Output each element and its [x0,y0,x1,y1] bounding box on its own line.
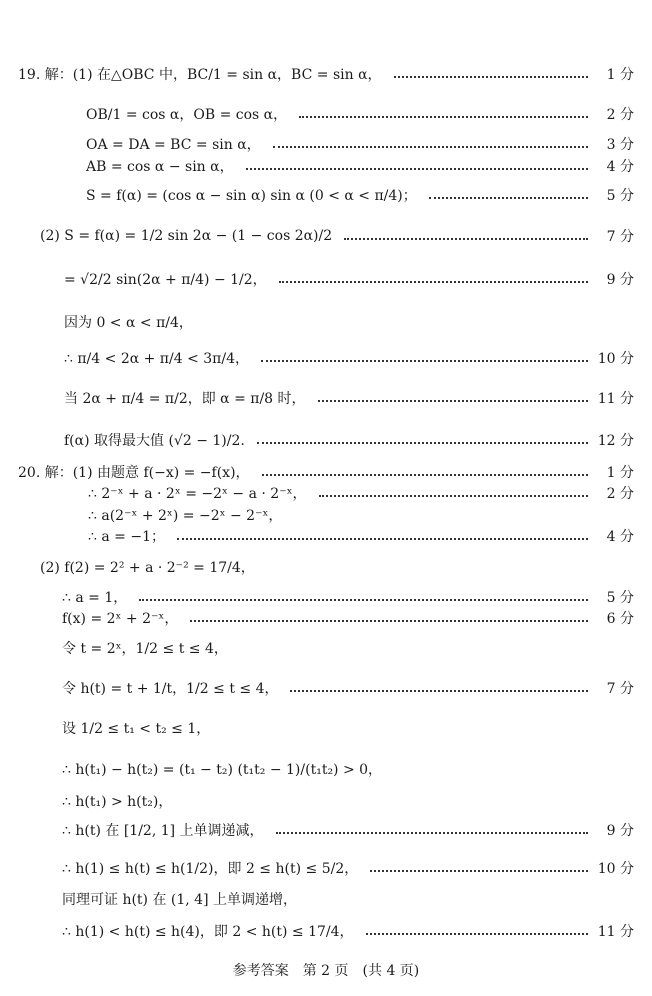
dot-leader [177,538,588,540]
dot-leader [276,832,588,834]
page-footer: 参考答案 第 2 页 (共 4 页) [232,963,420,979]
answer-line-text: ∴ h(t₁) > h(t₂)， [62,794,173,810]
answer-line [0,155,652,177]
score-label: 2 分 [606,107,634,123]
answer-line-text: ∴ 2⁻ˣ + a · 2ˣ = −2ˣ − a · 2⁻ˣ， [88,486,307,502]
score-label: 5 分 [606,188,634,204]
answer-line-text: f(α) 取得最大值 (√2 − 1)/2. [64,433,245,449]
dot-leader [257,442,588,444]
answer-line-text: ∴ π/4 < 2α + π/4 < 3π/4， [64,351,249,367]
score-label: 11 分 [597,924,634,940]
answer-line [0,758,652,780]
dot-leader [261,360,588,362]
answer-line [0,347,652,369]
answer-line [0,103,652,125]
answer-line [0,677,652,699]
answer-line [0,888,652,910]
dot-leader [370,870,588,872]
answer-line-text: ∴ a = 1， [62,590,128,606]
answer-line-text: 令 h(t) = t + 1/t，1/2 ≤ t ≤ 4， [62,681,279,697]
answer-line [0,637,652,659]
answer-line [0,311,652,333]
score-label: 9 分 [606,272,634,288]
answer-line-text: (2) f(2) = 2² + a · 2⁻² = 17/4， [40,560,255,576]
answer-line-text: AB = cos α − sin α， [86,159,234,175]
dot-leader [344,238,588,240]
answer-line-text: S = f(α) = (cos α − sin α) sin α (0 < α < π/4)； [86,188,417,204]
answer-line [0,225,652,247]
answer-line [0,482,652,504]
answer-line [0,461,652,483]
score-label: 1 分 [606,67,634,83]
answer-line [0,819,652,841]
answer-line [0,268,652,290]
dot-leader [262,474,588,476]
answer-line-text: ∴ h(1) ≤ h(t) ≤ h(1/2)，即 2 ≤ h(t) ≤ 5/2， [62,861,359,877]
score-label: 7 分 [606,681,634,697]
answer-line-text: ∴ h(t₁) − h(t₂) = (t₁ − t₂) (t₁t₂ − 1)/(t₁t₂) > 0， [62,762,383,778]
answer-line [0,607,652,629]
answer-line [0,920,652,942]
dot-leader [246,168,588,170]
answer-line [0,790,652,812]
score-label: 3 分 [606,137,634,153]
answer-line-text: 因为 0 < α < π/4， [64,315,193,331]
dot-leader [299,116,588,118]
score-label: 6 分 [606,611,634,627]
answer-line-text: 20. 解：(1) 由题意 f(−x) = −f(x)， [18,465,250,481]
answer-line [0,717,652,739]
answer-line [0,556,652,578]
answer-line-text: 19. 解：(1) 在△OBC 中，BC/1 = sin α，BC = sin α， [18,67,382,83]
dot-leader [190,620,588,622]
answer-line [0,133,652,155]
answer-line-text: ∴ h(1) < h(t) ≤ h(4)，即 2 < h(t) ≤ 17/4， [62,924,354,940]
answer-line-text: OA = DA = BC = sin α， [86,137,261,153]
answer-line [0,504,652,526]
dot-leader [429,197,588,199]
dot-leader [139,599,588,601]
score-label: 11 分 [597,391,634,407]
answer-line [0,429,652,451]
dot-leader [366,933,588,935]
answer-line-text: ∴ a(2⁻ˣ + 2ˣ) = −2ˣ − 2⁻ˣ， [88,508,283,524]
answer-line-text: (2) S = f(α) = 1/2 sin 2α − (1 − cos 2α)/2 [40,228,333,244]
answer-line-text: ∴ h(t) 在 [1/2, 1] 上单调递减， [62,823,264,839]
dot-leader [290,690,588,692]
answer-line-text: 设 1/2 ≤ t₁ < t₂ ≤ 1， [62,721,211,737]
score-label: 12 分 [597,433,634,449]
answer-line [0,525,652,547]
answer-line-text: 同理可证 h(t) 在 (1, 4] 上单调递增， [62,892,298,908]
answer-line [0,63,652,85]
dot-leader [319,495,588,497]
score-label: 2 分 [606,486,634,502]
dot-leader [279,281,588,283]
answer-line-text: 当 2α + π/4 = π/2，即 α = π/8 时， [64,391,306,407]
score-label: 4 分 [606,529,634,545]
dot-leader [394,76,588,78]
score-label: 9 分 [606,823,634,839]
dot-leader [318,400,588,402]
score-label: 10 分 [597,861,634,877]
answer-line [0,184,652,206]
answer-line-text: = √2/2 sin(2α + π/4) − 1/2， [64,272,267,288]
answer-line [0,387,652,409]
answer-line [0,857,652,879]
score-label: 7 分 [606,229,634,245]
score-label: 1 分 [606,465,634,481]
answer-line-text: 令 t = 2ˣ，1/2 ≤ t ≤ 4， [62,641,228,657]
answer-line-text: ∴ a = −1； [88,529,165,545]
answer-line-text: f(x) = 2ˣ + 2⁻ˣ， [62,611,179,627]
answer-line-text: OB/1 = cos α，OB = cos α， [86,107,288,123]
score-label: 4 分 [606,159,634,175]
dot-leader [273,146,588,148]
score-label: 10 分 [597,351,634,367]
score-label: 5 分 [606,590,634,606]
answer-line [0,586,652,608]
